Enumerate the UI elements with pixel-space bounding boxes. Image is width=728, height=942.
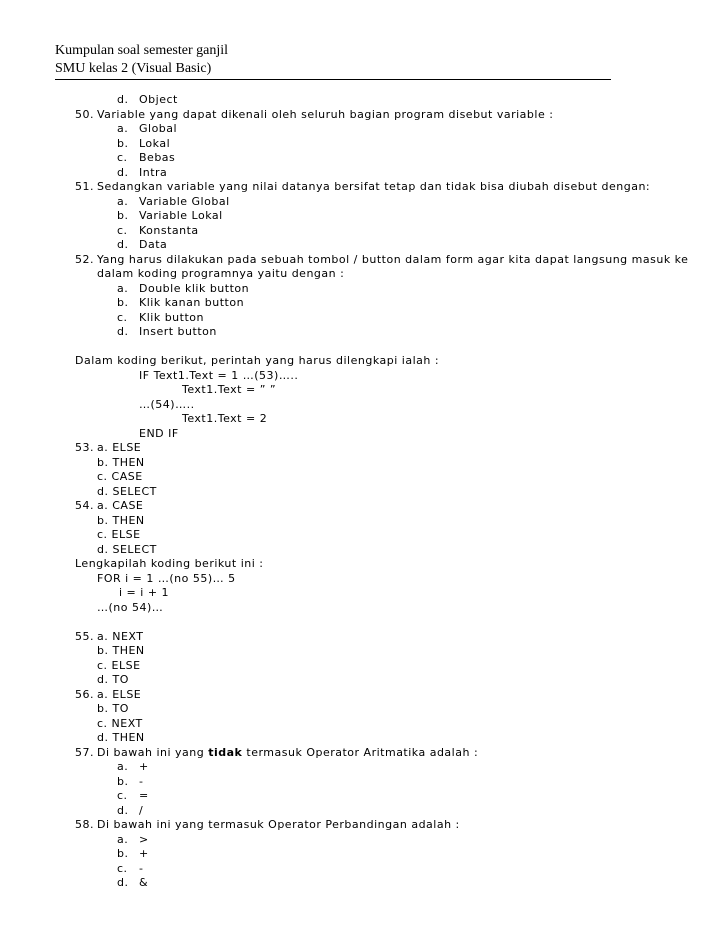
code-line — [0, 586, 728, 601]
code-text: FOR i = 1 …(no 55)… 5 — [97, 571, 236, 585]
option-row — [0, 731, 728, 746]
code-intro-text: Dalam koding berikut, perintah yang harus dilengkapi ialah : — [75, 354, 440, 367]
question-text: dalam koding programnya yaitu dengan : — [97, 267, 345, 280]
option-row — [0, 847, 728, 862]
code-intro — [0, 557, 728, 572]
option-letter: c. — [117, 223, 128, 237]
spacer — [0, 340, 728, 355]
code-line — [0, 427, 728, 442]
option-text: Klik kanan button — [139, 296, 245, 309]
option-text: Double klik button — [139, 281, 250, 295]
option-text: b. TO — [97, 702, 129, 715]
question-number: 52. — [75, 252, 94, 266]
option-row — [0, 485, 728, 500]
code-text: IF Text1.Text = 1 …(53)….. — [139, 368, 299, 382]
option-letter: c. — [117, 789, 128, 802]
option-row — [0, 470, 728, 485]
option-row — [0, 789, 728, 804]
code-text: Text1.Text = ” ” — [182, 383, 277, 396]
option-text: b. THEN — [97, 513, 145, 527]
option-row — [0, 93, 728, 108]
option-text: - — [139, 774, 144, 788]
option-text: Data — [139, 238, 168, 251]
option-letter: d. — [117, 876, 129, 889]
option-letter: c. — [117, 310, 128, 324]
question-number: 51. — [75, 180, 94, 193]
option-letter: b. — [117, 774, 129, 788]
option-row — [0, 224, 728, 239]
option-text: Variable Global — [139, 194, 230, 208]
question-52 — [0, 253, 728, 268]
question-number: 57. — [75, 745, 94, 759]
question-57 — [0, 746, 728, 761]
question-text-continuation — [0, 267, 728, 282]
code-intro-text: Lengkapilah koding berikut ini : — [75, 557, 264, 570]
question-text: Yang harus dilakukan pada sebuah tombol / button dalam form agar kita dapat langsung masuk ke — [97, 252, 689, 266]
question-text-before: Di bawah ini yang — [97, 745, 209, 759]
code-text: END IF — [139, 426, 179, 440]
spacer — [0, 615, 728, 630]
code-line — [0, 572, 728, 587]
option-text: + — [139, 847, 149, 860]
option-row — [0, 209, 728, 224]
option-text: c. NEXT — [97, 716, 143, 730]
option-letter: a. — [117, 122, 129, 135]
question-58 — [0, 818, 728, 833]
question-55 — [0, 630, 728, 645]
option-text: a. ELSE — [97, 687, 142, 701]
option-row — [0, 659, 728, 674]
option-letter: d. — [117, 238, 129, 251]
option-row — [0, 717, 728, 732]
option-text: Variable Lokal — [139, 209, 223, 222]
option-row — [0, 122, 728, 137]
option-letter: d. — [117, 165, 129, 179]
option-row — [0, 644, 728, 659]
option-text: Klik button — [139, 310, 204, 324]
option-letter: d. — [117, 325, 129, 338]
option-row — [0, 775, 728, 790]
option-text: Konstanta — [139, 223, 199, 237]
question-number: 58. — [75, 818, 94, 831]
option-letter: c. — [117, 861, 128, 875]
option-letter: a. — [117, 832, 129, 846]
option-letter: b. — [117, 296, 129, 309]
question-text: Variable yang dapat dikenali oleh seluruh bagian program disebut variable : — [97, 107, 554, 121]
option-row — [0, 311, 728, 326]
option-letter: a. — [117, 760, 129, 773]
question-51 — [0, 180, 728, 195]
question-number: 54. — [75, 499, 94, 512]
option-text: c. ELSE — [97, 528, 141, 541]
question-text: Sedangkan variable yang nilai datanya bersifat tetap dan tidak bisa diubah disebut dengan: — [97, 180, 651, 193]
option-text: d. SELECT — [97, 542, 157, 556]
option-row — [0, 528, 728, 543]
code-line — [0, 601, 728, 616]
code-text: …(no 54)… — [97, 600, 164, 614]
option-letter: c. — [117, 151, 128, 164]
option-text: b. THEN — [97, 455, 145, 469]
option-letter: b. — [117, 136, 129, 150]
option-letter: d. — [117, 803, 129, 817]
question-number: 53. — [75, 441, 94, 454]
option-row — [0, 166, 728, 181]
code-text: Text1.Text = 2 — [182, 412, 268, 425]
option-text: d. SELECT — [97, 484, 157, 498]
option-row — [0, 702, 728, 717]
option-text: c. CASE — [97, 470, 143, 483]
question-number: 50. — [75, 107, 94, 121]
question-number: 55. — [75, 629, 94, 643]
option-letter: b. — [117, 209, 129, 222]
option-row — [0, 137, 728, 152]
option-text: Global — [139, 122, 178, 135]
option-text: Insert button — [139, 325, 217, 338]
code-intro — [0, 354, 728, 369]
code-line — [0, 398, 728, 413]
option-row — [0, 238, 728, 253]
option-text: d. TO — [97, 673, 129, 686]
question-54 — [0, 499, 728, 514]
header-divider — [55, 79, 611, 80]
option-text: a. ELSE — [97, 441, 142, 454]
option-text: - — [139, 861, 144, 875]
code-text: i = i + 1 — [119, 586, 170, 599]
option-text: + — [139, 760, 149, 773]
option-text: Object — [139, 93, 178, 106]
code-line — [0, 412, 728, 427]
header-subtitle: SMU kelas 2 (Visual Basic) — [55, 61, 212, 76]
option-row — [0, 876, 728, 891]
option-letter: a. — [117, 194, 129, 208]
code-text: …(54)….. — [139, 397, 195, 411]
option-text: / — [139, 803, 144, 817]
option-row — [0, 760, 728, 775]
option-row — [0, 296, 728, 311]
question-number: 56. — [75, 687, 94, 701]
option-row — [0, 862, 728, 877]
option-row — [0, 151, 728, 166]
option-row — [0, 195, 728, 210]
emphasis-not: tidak — [208, 745, 243, 759]
question-50 — [0, 108, 728, 123]
header-title: Kumpulan soal semester ganjil — [55, 43, 229, 58]
question-text-after: termasuk Operator Aritmatika adalah : — [242, 745, 479, 759]
option-text: Intra — [139, 165, 168, 179]
option-row — [0, 282, 728, 297]
option-text: c. ELSE — [97, 658, 141, 672]
option-row — [0, 456, 728, 471]
option-text: a. NEXT — [97, 629, 144, 643]
question-53 — [0, 441, 728, 456]
option-row — [0, 543, 728, 558]
question-56 — [0, 688, 728, 703]
option-text: a. CASE — [97, 499, 144, 512]
option-row — [0, 804, 728, 819]
question-text: Di bawah ini yang termasuk Operator Perbandingan adalah : — [97, 818, 460, 831]
option-row — [0, 673, 728, 688]
option-row — [0, 833, 728, 848]
option-text: b. THEN — [97, 644, 145, 657]
option-letter: a. — [117, 281, 129, 295]
option-text: Lokal — [139, 136, 171, 150]
option-letter: b. — [117, 847, 129, 860]
option-text: = — [139, 789, 149, 802]
document-header — [55, 42, 611, 78]
option-text: & — [139, 876, 149, 889]
code-line — [0, 369, 728, 384]
option-text: Bebas — [139, 151, 176, 164]
option-text: d. THEN — [97, 731, 145, 744]
option-text: > — [139, 832, 149, 846]
option-row — [0, 325, 728, 340]
question-list — [0, 93, 728, 891]
option-letter: d. — [117, 93, 129, 106]
option-row — [0, 514, 728, 529]
question-text — [97, 746, 478, 761]
code-line — [0, 383, 728, 398]
